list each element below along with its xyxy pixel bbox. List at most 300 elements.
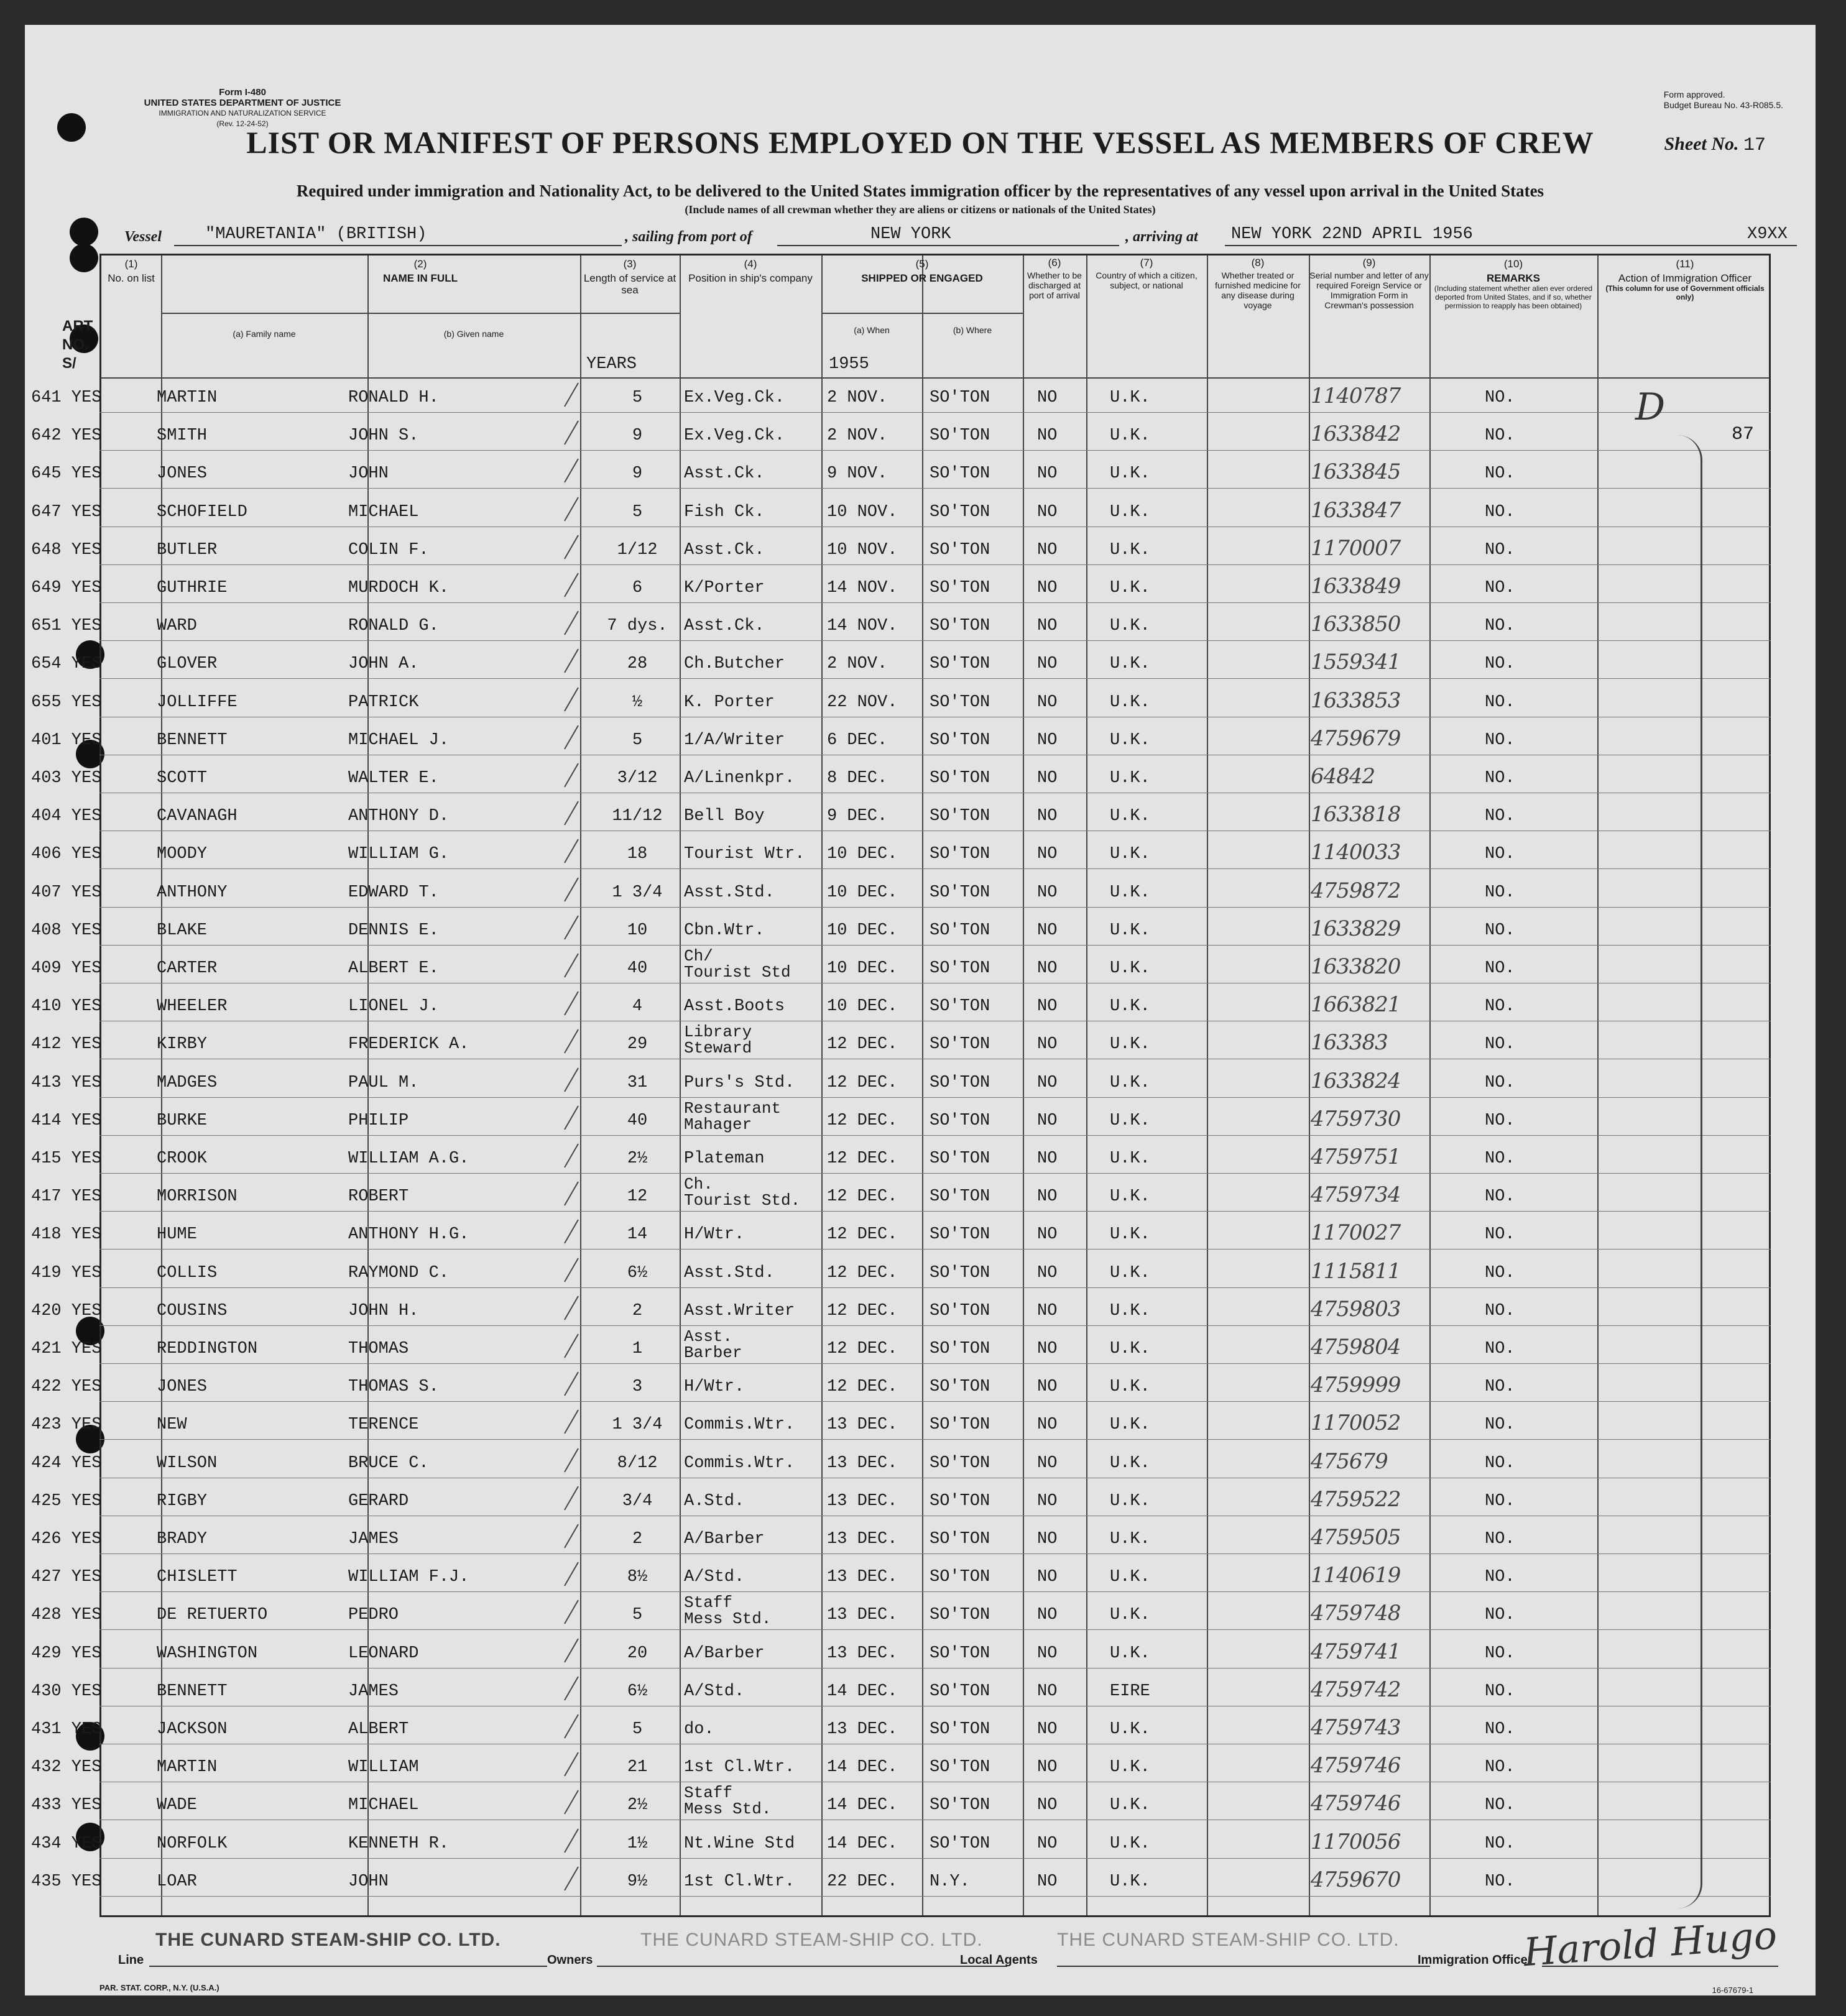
given-name: JOHN A. xyxy=(348,655,419,674)
country: U.K. xyxy=(1110,617,1150,636)
family-name: JONES xyxy=(157,464,208,484)
position: Restaurant Mahager xyxy=(684,1098,782,1134)
country: U.K. xyxy=(1110,730,1150,750)
shipped-where: SO'TON xyxy=(930,1453,990,1473)
art-no-label: ART. NO. S/ xyxy=(62,318,96,372)
position: Ex.Veg.Ck. xyxy=(684,389,785,407)
remarks: NO. xyxy=(1485,1378,1515,1397)
given-name: ANTHONY D. xyxy=(348,807,450,826)
serial-number: 4759505 xyxy=(1311,1525,1401,1550)
family-name: SCOTT xyxy=(157,769,208,788)
vessel-suffix: X9XX xyxy=(1747,225,1788,244)
given-name: KENNETH R. xyxy=(348,1834,450,1853)
family-name: JONES xyxy=(157,1378,208,1397)
year-1955-label: 1955 xyxy=(829,355,869,374)
discharged: NO xyxy=(1037,1568,1058,1587)
check-mark xyxy=(564,1600,579,1624)
discharged: NO xyxy=(1037,1720,1058,1739)
country: U.K. xyxy=(1110,1263,1150,1282)
shipped-when: 10 DEC. xyxy=(827,921,898,940)
serial-number: 1663821 xyxy=(1311,992,1401,1018)
table-row xyxy=(25,1136,1816,1174)
shipped-where: SO'TON xyxy=(930,1568,990,1587)
shipped-where: SO'TON xyxy=(930,1340,990,1358)
given-name: RAYMOND C. xyxy=(348,1263,450,1282)
vessel-name: "MAURETANIA" (BRITISH) xyxy=(205,225,427,244)
remarks: NO. xyxy=(1485,1796,1515,1815)
officer-bracket-line xyxy=(1663,435,1702,1908)
art-number: 412 YES xyxy=(31,1035,102,1054)
art-number: 418 YES xyxy=(31,1225,102,1245)
length-of-service: 5 xyxy=(632,502,643,522)
length-of-service: 1 3/4 xyxy=(612,1415,663,1435)
shipped-when: 13 DEC. xyxy=(827,1644,898,1663)
country: U.K. xyxy=(1110,389,1150,407)
discharged: NO xyxy=(1037,1682,1058,1701)
given-name: GERARD xyxy=(348,1491,409,1511)
shipped-where: SO'TON xyxy=(930,1834,990,1853)
header-length-service: (3) Length of service at sea xyxy=(583,258,676,296)
art-number: 431 YES xyxy=(31,1720,102,1739)
table-row xyxy=(25,1212,1816,1250)
position: 1st Cl.Wtr. xyxy=(684,1758,795,1777)
remarks: NO. xyxy=(1485,1453,1515,1473)
given-name: WILLIAM xyxy=(348,1758,419,1777)
remarks: NO. xyxy=(1485,769,1515,788)
country: U.K. xyxy=(1110,693,1150,712)
serial-number: 1115811 xyxy=(1311,1258,1401,1284)
family-name: JACKSON xyxy=(157,1720,228,1739)
line-label: Line xyxy=(118,1953,144,1967)
family-name: DE RETUERTO xyxy=(157,1606,268,1625)
family-name: NEW xyxy=(157,1415,187,1435)
discharged: NO xyxy=(1037,1149,1058,1168)
table-row xyxy=(25,489,1816,527)
art-number: 429 YES xyxy=(31,1644,102,1663)
header-given-name: (b) Given name xyxy=(443,329,504,339)
shipped-where: SO'TON xyxy=(930,997,990,1016)
shipped-where: SO'TON xyxy=(930,959,990,978)
shipped-when: 12 DEC. xyxy=(827,1340,898,1358)
discharged: NO xyxy=(1037,426,1058,446)
check-mark xyxy=(564,915,579,939)
family-name: MARTIN xyxy=(157,1758,218,1777)
shipped-where: SO'TON xyxy=(930,769,990,788)
serial-number: 4759742 xyxy=(1311,1677,1401,1702)
length-of-service: 10 xyxy=(627,921,648,940)
serial-number: 1633818 xyxy=(1311,802,1401,827)
table-row xyxy=(25,565,1816,603)
discharged: NO xyxy=(1037,389,1058,407)
art-number: 647 YES xyxy=(31,502,102,522)
country: U.K. xyxy=(1110,769,1150,788)
art-number: 408 YES xyxy=(31,921,102,940)
length-of-service: 1½ xyxy=(627,1834,648,1853)
remarks: NO. xyxy=(1485,389,1515,407)
shipped-where: SO'TON xyxy=(930,1606,990,1625)
shipped-when: 12 DEC. xyxy=(827,1263,898,1282)
art-number: 430 YES xyxy=(31,1682,102,1701)
remarks: NO. xyxy=(1485,1530,1515,1549)
country: U.K. xyxy=(1110,1720,1150,1739)
art-number: 404 YES xyxy=(31,807,102,826)
family-name: BRADY xyxy=(157,1530,208,1549)
serial-number: 1170027 xyxy=(1311,1220,1401,1246)
shipped-where: SO'TON xyxy=(930,693,990,712)
country: U.K. xyxy=(1110,883,1150,902)
shipped-where: SO'TON xyxy=(930,1491,990,1511)
shipped-when: 13 DEC. xyxy=(827,1530,898,1549)
country: U.K. xyxy=(1110,1453,1150,1473)
country: U.K. xyxy=(1110,502,1150,522)
serial-number: 1633845 xyxy=(1311,459,1401,485)
header-shipped-engaged: (5) SHIPPED OR ENGAGED xyxy=(861,258,983,284)
remarks: NO. xyxy=(1485,1225,1515,1245)
shipped-where: SO'TON xyxy=(930,389,990,407)
table-row xyxy=(25,755,1816,793)
table-row xyxy=(25,641,1816,679)
length-of-service: 6½ xyxy=(627,1263,648,1282)
discharged: NO xyxy=(1037,1796,1058,1815)
position: Asst.Ck. xyxy=(684,617,765,636)
country: U.K. xyxy=(1110,540,1150,559)
header-country: (7) Country of which a citizen, subject, or national xyxy=(1096,257,1198,290)
years-label: YEARS xyxy=(586,355,637,374)
art-number: 403 YES xyxy=(31,769,102,788)
shipped-when: 14 DEC. xyxy=(827,1796,898,1815)
family-name: GLOVER xyxy=(157,655,218,674)
remarks: NO. xyxy=(1485,1149,1515,1168)
shipped-when: 14 DEC. xyxy=(827,1834,898,1853)
country: U.K. xyxy=(1110,1872,1150,1891)
country: U.K. xyxy=(1110,1149,1150,1168)
check-mark xyxy=(564,1220,579,1244)
remarks: NO. xyxy=(1485,730,1515,750)
remarks: NO. xyxy=(1485,540,1515,559)
header-family-name: (a) Family name xyxy=(233,329,296,339)
family-name: CROOK xyxy=(157,1149,208,1168)
family-name: KIRBY xyxy=(157,1035,208,1054)
position: H/Wtr. xyxy=(684,1225,745,1245)
check-mark xyxy=(564,1524,579,1548)
check-mark xyxy=(564,1333,579,1358)
art-number: 649 YES xyxy=(31,579,102,597)
sailing-port: NEW YORK xyxy=(870,225,951,244)
shipped-where: SO'TON xyxy=(930,1187,990,1207)
check-mark xyxy=(564,877,579,901)
given-name: WILLIAM F.J. xyxy=(348,1568,469,1587)
shipped-where: SO'TON xyxy=(930,655,990,674)
header-name: (2) NAME IN FULL xyxy=(383,258,458,284)
length-of-service: 20 xyxy=(627,1644,648,1663)
art-number: 409 YES xyxy=(31,959,102,978)
art-number: 641 YES xyxy=(31,389,102,407)
position: A.Std. xyxy=(684,1491,745,1511)
length-of-service: 18 xyxy=(627,845,648,864)
discharged: NO xyxy=(1037,1378,1058,1397)
check-mark xyxy=(564,1752,579,1777)
length-of-service: 2½ xyxy=(627,1149,648,1168)
given-name: THOMAS xyxy=(348,1340,409,1358)
length-of-service: ½ xyxy=(632,693,643,712)
position: do. xyxy=(684,1720,714,1739)
position: 1st Cl.Wtr. xyxy=(684,1872,795,1891)
shipped-when: 10 DEC. xyxy=(827,845,898,864)
family-name: LOAR xyxy=(157,1872,197,1891)
family-name: WASHINGTON xyxy=(157,1644,258,1663)
manifest-sheet xyxy=(25,25,1816,1995)
art-number: 655 YES xyxy=(31,693,102,712)
discharged: NO xyxy=(1037,655,1058,674)
table-row xyxy=(25,1516,1816,1554)
length-of-service: 9 xyxy=(632,426,643,446)
shipped-where: SO'TON xyxy=(930,1682,990,1701)
art-number: 401 YES xyxy=(31,730,102,750)
check-mark xyxy=(564,1067,579,1092)
check-mark xyxy=(564,1866,579,1890)
check-mark xyxy=(564,1676,579,1700)
remarks: NO. xyxy=(1485,693,1515,712)
family-name: MARTIN xyxy=(157,389,218,407)
art-number: 407 YES xyxy=(31,883,102,902)
country: U.K. xyxy=(1110,1758,1150,1777)
check-mark xyxy=(564,725,579,749)
art-number: 420 YES xyxy=(31,1301,102,1320)
shipped-when: 12 DEC. xyxy=(827,1187,898,1207)
table-row xyxy=(25,1021,1816,1059)
discharged: NO xyxy=(1037,464,1058,484)
given-name: BRUCE C. xyxy=(348,1453,429,1473)
remarks: NO. xyxy=(1485,1073,1515,1092)
check-mark xyxy=(564,497,579,521)
serial-number: 4759522 xyxy=(1311,1486,1401,1512)
art-number: 651 YES xyxy=(31,617,102,636)
serial-number: 1633829 xyxy=(1311,916,1401,941)
discharged: NO xyxy=(1037,1453,1058,1473)
position: A/Std. xyxy=(684,1568,745,1587)
family-name: BLAKE xyxy=(157,921,208,940)
serial-number: 4759748 xyxy=(1311,1601,1401,1626)
given-name: MURDOCH K. xyxy=(348,579,450,597)
family-name: WHEELER xyxy=(157,997,228,1016)
check-mark xyxy=(564,1448,579,1472)
check-mark xyxy=(564,1410,579,1434)
serial-number: 4759670 xyxy=(1311,1867,1401,1892)
given-name: FREDERICK A. xyxy=(348,1035,469,1054)
discharged: NO xyxy=(1037,1073,1058,1092)
discharged: NO xyxy=(1037,883,1058,902)
table-row xyxy=(25,1326,1816,1364)
given-name: MICHAEL xyxy=(348,502,419,522)
country: U.K. xyxy=(1110,997,1150,1016)
shipped-when: 2 NOV. xyxy=(827,426,888,446)
remarks: NO. xyxy=(1485,502,1515,522)
art-number: 421 YES xyxy=(31,1340,102,1358)
shipped-where: SO'TON xyxy=(930,1720,990,1739)
length-of-service: 4 xyxy=(632,997,643,1016)
given-name: RONALD G. xyxy=(348,617,439,636)
position: Purs's Std. xyxy=(684,1073,795,1092)
table-row xyxy=(25,603,1816,641)
shipped-when: 10 DEC. xyxy=(827,997,898,1016)
header-serial-number: (9) Serial number and letter of any required Foreign Service or Immigration Form in Crewman's possession xyxy=(1309,257,1429,310)
shipped-where: SO'TON xyxy=(930,1415,990,1435)
serial-number: 1633847 xyxy=(1311,497,1401,523)
discharged: NO xyxy=(1037,769,1058,788)
length-of-service: 5 xyxy=(632,1606,643,1625)
serial-number: 1170056 xyxy=(1311,1829,1401,1854)
country: U.K. xyxy=(1110,1530,1150,1549)
length-of-service: 21 xyxy=(627,1758,648,1777)
table-row xyxy=(25,527,1816,565)
family-name: MOODY xyxy=(157,845,208,864)
given-name: MICHAEL xyxy=(348,1796,419,1815)
discharged: NO xyxy=(1037,1340,1058,1358)
length-of-service: 1 xyxy=(632,1340,643,1358)
position: Commis.Wtr. xyxy=(684,1415,795,1435)
art-number: 414 YES xyxy=(31,1111,102,1130)
remarks: NO. xyxy=(1485,1111,1515,1130)
given-name: RONALD H. xyxy=(348,389,439,407)
table-row xyxy=(25,870,1816,908)
shipped-when: 10 DEC. xyxy=(827,883,898,902)
given-name: ALBERT xyxy=(348,1720,409,1739)
page-title: LIST OR MANIFEST OF PERSONS EMPLOYED ON THE VESSEL AS MEMBERS OF CREW xyxy=(246,125,1594,160)
given-name: JOHN S. xyxy=(348,426,419,446)
serial-number: 4759999 xyxy=(1311,1373,1401,1398)
position: Ch/ Tourist Std xyxy=(684,947,791,982)
length-of-service: 7 dys. xyxy=(607,617,668,636)
discharged: NO xyxy=(1037,1187,1058,1207)
length-of-service: 1 3/4 xyxy=(612,883,663,902)
length-of-service: 31 xyxy=(627,1073,648,1092)
remarks: NO. xyxy=(1485,1340,1515,1358)
art-number: 435 YES xyxy=(31,1872,102,1891)
length-of-service: 6 xyxy=(632,579,643,597)
art-number: 425 YES xyxy=(31,1491,102,1511)
table-row xyxy=(25,717,1816,755)
length-of-service: 40 xyxy=(627,1111,648,1130)
position: A/Linenkpr. xyxy=(684,769,795,788)
header-discharged: (6) Whether to be discharged at port of arrival xyxy=(1027,257,1082,300)
country: U.K. xyxy=(1110,1187,1150,1207)
serial-number: 1140033 xyxy=(1311,840,1401,865)
art-number: 422 YES xyxy=(31,1378,102,1397)
position: Asst.Writer xyxy=(684,1301,795,1320)
table-row xyxy=(25,1706,1816,1744)
family-name: CAVANAGH xyxy=(157,807,238,826)
shipped-where: SO'TON xyxy=(930,617,990,636)
table-row xyxy=(25,1174,1816,1212)
position: Fish Ck. xyxy=(684,502,765,522)
check-mark xyxy=(564,687,579,711)
check-mark xyxy=(564,992,579,1016)
agents-label: Local Agents xyxy=(960,1953,1038,1967)
art-number: 428 YES xyxy=(31,1606,102,1625)
serial-number: 4759679 xyxy=(1311,725,1401,751)
serial-number: 4759746 xyxy=(1311,1791,1401,1816)
length-of-service: 5 xyxy=(632,730,643,750)
header-when: (a) When xyxy=(854,325,890,335)
position: Tourist Wtr. xyxy=(684,845,805,864)
shipped-when: 6 DEC. xyxy=(827,730,888,750)
table-row xyxy=(25,1744,1816,1782)
art-number: 648 YES xyxy=(31,540,102,559)
shipped-when: 8 DEC. xyxy=(827,769,888,788)
line-stamp: THE CUNARD STEAM-SHIP CO. LTD. xyxy=(155,1930,501,1950)
table-row xyxy=(25,1821,1816,1859)
footer xyxy=(99,1912,1779,1995)
discharged: NO xyxy=(1037,1644,1058,1663)
position: Ch. Tourist Std. xyxy=(684,1175,801,1210)
serial-number: 1559341 xyxy=(1311,650,1401,675)
country: U.K. xyxy=(1110,1834,1150,1853)
shipped-where: SO'TON xyxy=(930,502,990,522)
position: H/Wtr. xyxy=(684,1378,745,1397)
given-name: WILLIAM A.G. xyxy=(348,1149,469,1168)
vessel-info-line xyxy=(68,224,1788,249)
discharged: NO xyxy=(1037,1834,1058,1853)
position: A/Std. xyxy=(684,1682,745,1701)
discharged: NO xyxy=(1037,1415,1058,1435)
position: Asst.Ck. xyxy=(684,540,765,559)
position: 1/A/Writer xyxy=(684,730,785,750)
country: U.K. xyxy=(1110,1568,1150,1587)
table-row xyxy=(25,983,1816,1021)
serial-number: 4759743 xyxy=(1311,1715,1401,1740)
table-row xyxy=(25,1060,1816,1098)
remarks: NO. xyxy=(1485,845,1515,864)
remarks: NO. xyxy=(1485,579,1515,597)
remarks: NO. xyxy=(1485,959,1515,978)
art-number: 410 YES xyxy=(31,997,102,1016)
shipped-when: 14 DEC. xyxy=(827,1682,898,1701)
family-name: MADGES xyxy=(157,1073,218,1092)
country: U.K. xyxy=(1110,464,1150,484)
serial-number: 4759730 xyxy=(1311,1106,1401,1131)
serial-number: 1170007 xyxy=(1311,535,1401,561)
serial-number: 1633842 xyxy=(1311,421,1401,447)
length-of-service: 14 xyxy=(627,1225,648,1245)
form-code: 16-67679-1 xyxy=(1712,1986,1753,1995)
table-row xyxy=(25,831,1816,869)
family-name: GUTHRIE xyxy=(157,579,228,597)
art-number: 406 YES xyxy=(31,845,102,864)
shipped-where: N.Y. xyxy=(930,1872,970,1891)
check-mark xyxy=(564,1828,579,1853)
remarks: NO. xyxy=(1485,1720,1515,1739)
art-number: 415 YES xyxy=(31,1149,102,1168)
position: Asst.Ck. xyxy=(684,464,765,484)
country: U.K. xyxy=(1110,1415,1150,1435)
discharged: NO xyxy=(1037,1606,1058,1625)
discharged: NO xyxy=(1037,617,1058,636)
country: U.K. xyxy=(1110,1644,1150,1663)
table-row xyxy=(25,1631,1816,1668)
check-mark xyxy=(564,801,579,826)
officer-label: Immigration Officer xyxy=(1418,1953,1533,1967)
check-mark xyxy=(564,421,579,445)
art-number: 432 YES xyxy=(31,1758,102,1777)
shipped-where: SO'TON xyxy=(930,1378,990,1397)
discharged: NO xyxy=(1037,845,1058,864)
family-name: ANTHONY xyxy=(157,883,228,902)
form-identifier: Form I-480 UNITED STATES DEPARTMENT OF JUSTICE IMMIGRATION AND NATURALIZATION SERVICE (Rev. 12-24-52) xyxy=(144,87,341,128)
check-mark xyxy=(564,611,579,635)
family-name: BENNETT xyxy=(157,1682,228,1701)
sheet-number: Sheet No. 17 xyxy=(1664,134,1766,156)
table-row xyxy=(25,1554,1816,1592)
